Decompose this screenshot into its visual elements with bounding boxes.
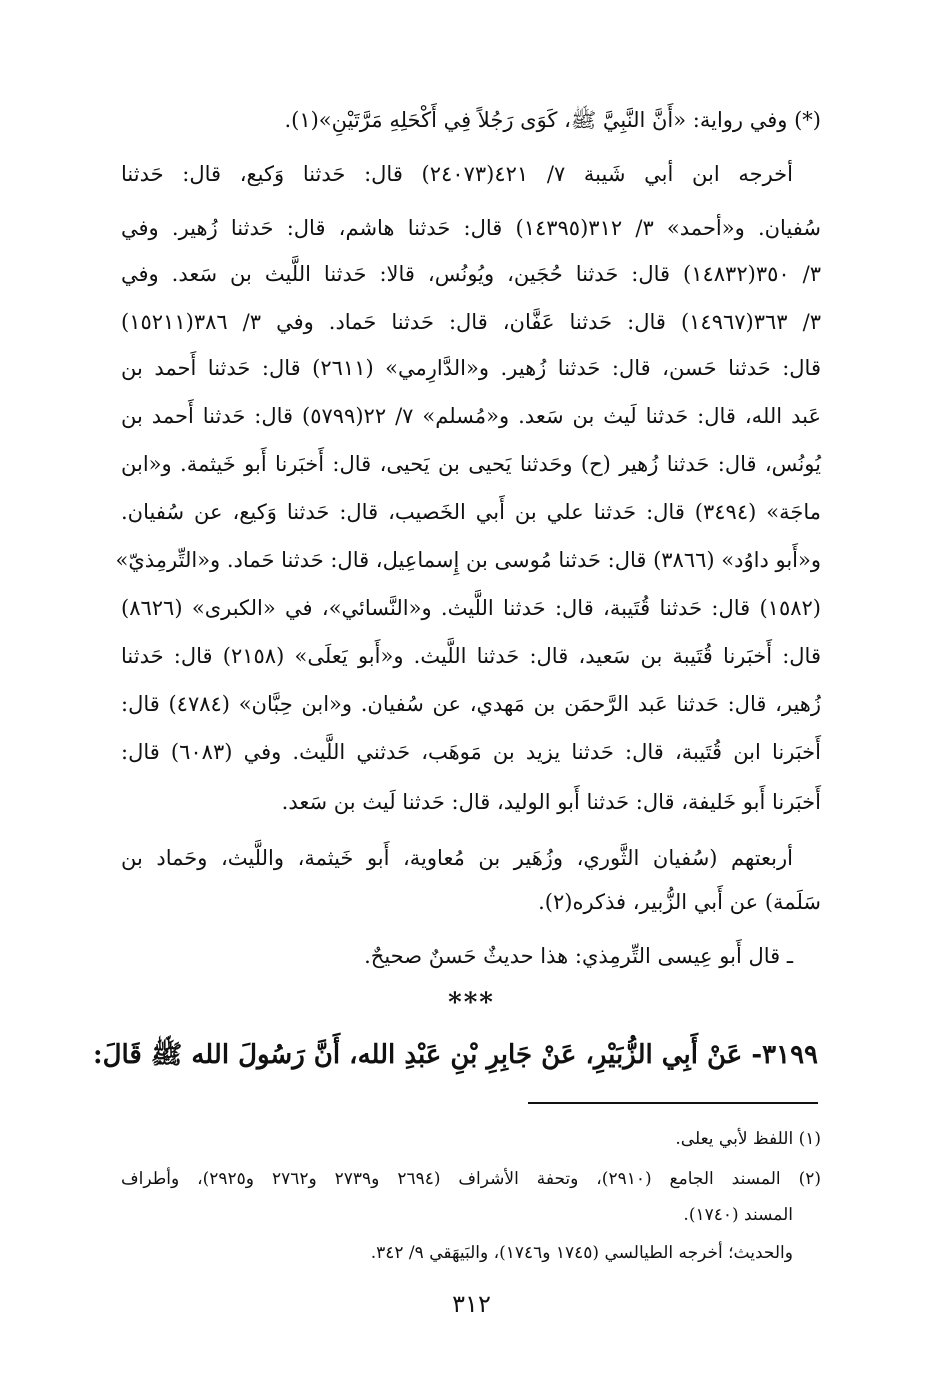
takhrij-line: ٣/ ٣٥٠(١٤٨٣٢) قال: حَدثنا حُجَين، ويُونُس، قالا: حَدثنا اللَّيث بن سَعد. وفي — [121, 262, 821, 286]
footnote: (١) اللفظ لأبي يعلى. — [675, 1129, 821, 1149]
footnote-divider — [528, 1102, 818, 1104]
takhrij-line: أَخبَرنا ابن قُتَيبة، قال: حَدثنا يزيد بن مَوهَب، حَدثني اللَّيث. وفي (٦٠٨٣) قال: — [121, 740, 821, 764]
takhrij-line: سُفيان. و«أحمد» ٣/ ٣١٢(١٤٣٩٥) قال: حَدثنا هاشم، قال: حَدثنا زُهير. وفي — [121, 216, 822, 240]
takhrij-line: ماجَة» (٣٤٩٤) قال: حَدثنا علي بن أَبي الخَصيب، قال: حَدثنا وَكيع، عن سُفيان. — [121, 500, 821, 524]
hadith-heading: ٣١٩٩- عَنْ أَبِي الزُّبَيْرِ، عَنْ جَابِرِ بْنِ عَبْدِ الله، أَنَّ رَسُولَ الله ﷺ قَالَ: — [93, 1040, 818, 1070]
footnote: والحديث؛ أخرجه الطيالسي (١٧٤٥ و١٧٤٦)، والبَيهَقي ٩/ ٣٤٢. — [370, 1243, 793, 1263]
takhrij-line: يُونُس، قال: حَدثنا زُهير (ح) وحَدثنا يَحيى بن يَحيى، قال: أَخبَرنا أَبو خَيثمة. و«ابن — [121, 452, 821, 476]
takhrij-line: ٣/ ٣٦٣(١٤٩٦٧) قال: حَدثنا عَفَّان، قال: حَدثنا حَماد. وفي ٣/ ٣٨٦(١٥٢١١) — [121, 310, 821, 334]
takhrij-line: قال: حَدثنا حَسن، قال: حَدثنا زُهير. و«الدَّارِمي» (٢٦١١) قال: حَدثنا أَحمد بن — [121, 356, 821, 380]
variant-narration-line: (*) وفي رواية: «أَنَّ النَّبِيَّ ﷺ، كَوَى رَجُلاً فِي أَكْحَلِهِ مَرَّتَيْنِ»(١). — [284, 108, 821, 132]
summary-line: أربعتهم (سُفيان الثَّوري، وزُهَير بن مُعاوية، أَبو خَيثمة، واللَّيث، وحَماد بن — [121, 846, 793, 870]
section-separator: *** — [448, 988, 495, 1018]
takhrij-line: عَبد الله، قال: حَدثنا لَيث بن سَعد. و«مُسلم» ٧/ ٢٢(٥٧٩٩) قال: حَدثنا أَحمد بن — [121, 404, 821, 428]
takhrij-line: أخرجه ابن أبي شَيبة ٧/ ٤٢١(٢٤٠٧٣) قال: حَدثنا وَكيع، قال: حَدثنا — [121, 162, 793, 186]
takhrij-line: زُهير، قال: حَدثنا عَبد الرَّحمَن بن مَهدي، عن سُفيان. و«ابن حِبَّان» (٤٧٨٤) قال: — [121, 692, 821, 716]
page-number: ٣١٢ — [452, 1290, 491, 1318]
takhrij-line: أَخبَرنا أَبو خَليفة، قال: حَدثنا أَبو الوليد، قال: حَدثنا لَيث بن سَعد. — [281, 790, 821, 814]
takhrij-line: و«أَبو داوُد» (٣٨٦٦) قال: حَدثنا مُوسى بن إِسماعِيل، قال: حَدثنا حَماد. و«التِّرمِذيّ» — [115, 548, 821, 572]
takhrij-line: قال: أَخبَرنا قُتَيبة بن سَعيد، قال: حَدثنا اللَّيث. و«أَبو يَعلَى» (٢١٥٨) قال: حَدثنا — [121, 644, 821, 668]
summary-line: سَلَمة) عن أَبي الزُّبير، فذكره(٢). — [538, 890, 821, 914]
footnote: (٢) المسند الجامع (٢٩١٠)، وتحفة الأشراف (٢٦٩٤ و٢٧٣٩ و٢٧٦٢ و٢٩٢٥)، وأطراف — [121, 1169, 821, 1189]
takhrij-line: (١٥٨٢) قال: حَدثنا قُتَيبة، قال: حَدثنا اللَّيث. و«النَّسائي»، في «الكبرى» (٨٦٢٦) — [121, 596, 821, 620]
grading-note: ـ قال أَبو عِيسى التِّرمِذي: هذا حديثٌ حَسنٌ صحيحٌ. — [364, 944, 793, 968]
footnote: المسند (١٧٤٠). — [683, 1205, 793, 1225]
